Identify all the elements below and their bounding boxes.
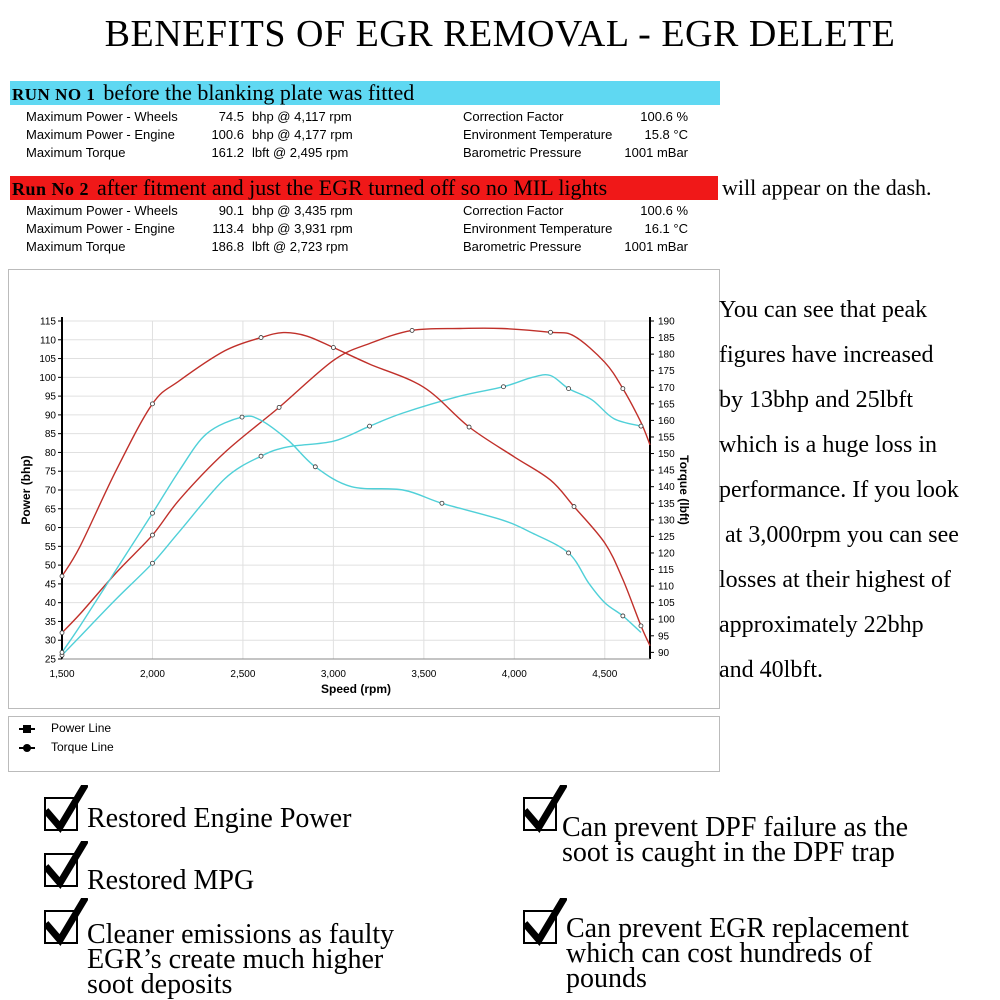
page-title: BENEFITS OF EGR REMOVAL - EGR DELETE <box>104 13 896 55</box>
legend-power-label: Power Line <box>51 721 112 735</box>
commentary-line: You can see that peak <box>719 297 928 323</box>
data-point <box>313 465 317 469</box>
y2-tick-label: 175 <box>658 366 675 378</box>
benefit-text: Can prevent DPF failure as the <box>562 812 909 843</box>
y-tick-label: 45 <box>44 579 56 591</box>
run2-stat-value-2: 186.8 <box>211 239 244 254</box>
y2-tick-label: 90 <box>658 647 670 659</box>
benefit-item <box>87 865 255 896</box>
benefit-item <box>87 803 352 834</box>
y2-tick-label: 170 <box>658 382 675 394</box>
y2-tick-label: 140 <box>658 482 675 494</box>
x-tick-label: 3,500 <box>411 669 437 680</box>
torque-line-legend-icon <box>17 741 37 755</box>
y-tick-label: 30 <box>44 635 56 647</box>
run1-stat-value-0: 74.5 <box>218 109 244 124</box>
run2-env-value-0: 100.6 % <box>640 203 688 218</box>
commentary-line: and 40lbft. <box>719 657 823 683</box>
y2-tick-label: 150 <box>658 449 675 461</box>
commentary <box>719 288 999 693</box>
data-point <box>548 330 552 334</box>
run2-stat-name-1: Maximum Power - Engine <box>26 221 175 236</box>
benefit-text: soot is caught in the DPF trap <box>562 837 895 868</box>
y2-tick-label: 185 <box>658 333 675 345</box>
data-point <box>567 387 571 391</box>
benefit-text: Restored Engine Power <box>87 803 352 834</box>
x-tick-label: 1,500 <box>49 669 75 680</box>
y-tick-label: 95 <box>44 391 56 403</box>
y-tick-label: 100 <box>39 372 56 384</box>
y-tick-label: 90 <box>44 410 56 422</box>
x-tick-label: 3,000 <box>320 669 346 680</box>
y-tick-label: 60 <box>44 523 56 535</box>
y2-tick-label: 165 <box>658 399 675 411</box>
run2-env-name-0: Correction Factor <box>463 203 564 218</box>
run1-stat-name-0: Maximum Power - Wheels <box>26 109 178 124</box>
run2-env-value-2: 1001 mBar <box>624 239 688 254</box>
data-point <box>639 424 643 428</box>
run1-stat-name-2: Maximum Torque <box>26 145 126 160</box>
y-tick-label: 40 <box>44 598 56 610</box>
benefit-text: Cleaner emissions as faulty <box>87 919 395 950</box>
run2-stat-unit-0: bhp @ 3,435 rpm <box>252 203 353 218</box>
run1-label-text: before the blanking plate was fitted <box>103 80 415 105</box>
data-point <box>150 561 154 565</box>
y2-tick-label: 145 <box>658 465 675 477</box>
run1-env-name-0: Correction Factor <box>463 109 564 124</box>
run1-stat-value-2: 161.2 <box>211 145 244 160</box>
run2-stat-unit-1: bhp @ 3,931 rpm <box>252 221 353 236</box>
benefit-text: pounds <box>566 963 647 994</box>
y2-tick-label: 160 <box>658 415 675 427</box>
y2-tick-label: 95 <box>658 631 670 643</box>
commentary-line: approximately 22bhp <box>719 612 924 638</box>
run1-env-name-2: Barometric Pressure <box>463 145 582 160</box>
commentary-line: at 3,000rpm you can see <box>719 522 959 548</box>
benefit-text: Restored MPG <box>87 865 255 896</box>
run2-label-text: after fitment and just the EGR turned off so no MIL lights <box>97 175 608 200</box>
data-point <box>410 328 414 332</box>
chart-legend <box>8 716 720 772</box>
run1-stat-unit-2: lbft @ 2,495 rpm <box>252 145 349 160</box>
data-point <box>368 424 372 428</box>
commentary-line: which is a huge loss in <box>719 432 937 458</box>
benefit-text: Can prevent EGR replacement <box>566 913 909 944</box>
data-point <box>621 614 625 618</box>
benefit-item <box>562 812 909 868</box>
y2-tick-label: 105 <box>658 598 675 610</box>
y-tick-label: 85 <box>44 429 56 441</box>
y2-tick-label: 180 <box>658 349 675 361</box>
run2-env-name-1: Environment Temperature <box>463 221 613 236</box>
y-axis-label: Power (bhp) <box>19 455 33 525</box>
y-tick-label: 70 <box>44 485 56 497</box>
commentary-line: losses at their highest of <box>719 567 951 593</box>
y-tick-label: 75 <box>44 466 56 478</box>
commentary-line: figures have increased <box>719 342 934 368</box>
y-tick-label: 115 <box>40 316 56 328</box>
data-point <box>150 533 154 537</box>
run2-env-name-2: Barometric Pressure <box>463 239 582 254</box>
check-icon <box>44 853 78 887</box>
run2-label-tail: will appear on the dash. <box>722 175 932 200</box>
x-tick-label: 2,000 <box>139 669 165 680</box>
data-point <box>60 650 64 654</box>
power-line-legend-icon <box>17 722 37 736</box>
legend-torque-label: Torque Line <box>51 740 114 754</box>
check-icon <box>523 797 557 831</box>
run2-stat-name-0: Maximum Power - Wheels <box>26 203 178 218</box>
run2-env-value-1: 16.1 °C <box>644 221 688 236</box>
check-icon <box>44 910 78 944</box>
benefit-item <box>87 919 395 1000</box>
x-tick-label: 2,500 <box>230 669 256 680</box>
commentary-line: performance. If you look <box>719 477 959 503</box>
data-point <box>259 336 263 340</box>
y2-tick-label: 125 <box>658 531 675 543</box>
y-tick-label: 105 <box>39 354 56 366</box>
run1-stat-unit-1: bhp @ 4,177 rpm <box>252 127 353 142</box>
run2-stat-value-0: 90.1 <box>218 203 244 218</box>
data-point <box>60 631 64 635</box>
data-point <box>621 387 625 391</box>
run1-stat-name-1: Maximum Power - Engine <box>26 127 175 142</box>
x-tick-label: 4,000 <box>501 669 527 680</box>
data-point <box>440 501 444 505</box>
data-point <box>60 574 64 578</box>
y-tick-label: 65 <box>44 504 56 516</box>
y2-tick-label: 120 <box>658 548 675 560</box>
y2-tick-label: 110 <box>658 581 674 593</box>
data-point <box>331 346 335 350</box>
benefit-text: soot deposits <box>87 969 233 1000</box>
run1-stat-unit-0: bhp @ 4,117 rpm <box>252 109 352 124</box>
y2-tick-label: 155 <box>658 432 675 444</box>
run2-stat-value-1: 113.4 <box>212 221 244 236</box>
data-point <box>572 505 576 509</box>
run1-env-value-1: 15.8 °C <box>644 127 688 142</box>
y-tick-label: 110 <box>40 335 56 347</box>
y2-axis-label: Torque (lbft) <box>677 455 691 525</box>
run1-env-value-0: 100.6 % <box>640 109 688 124</box>
y-tick-label: 25 <box>44 654 56 666</box>
run2-stat-name-2: Maximum Torque <box>26 239 126 254</box>
check-icon <box>523 910 557 944</box>
y2-tick-label: 135 <box>658 498 675 510</box>
y2-tick-label: 100 <box>658 614 675 626</box>
benefit-item <box>566 913 909 994</box>
data-point <box>150 511 154 515</box>
y-tick-label: 35 <box>44 616 56 628</box>
check-icon <box>44 797 78 831</box>
y2-tick-label: 130 <box>658 515 675 527</box>
run2-label-bold: Run No 2 <box>12 179 90 199</box>
benefit-text: which can cost hundreds of <box>566 938 873 969</box>
data-point <box>501 385 505 389</box>
data-point <box>150 402 154 406</box>
run1-env-value-2: 1001 mBar <box>624 145 688 160</box>
data-point <box>639 624 643 628</box>
data-point <box>240 415 244 419</box>
benefit-text: EGR’s create much higher <box>87 944 384 975</box>
run1-stat-value-1: 100.6 <box>211 127 244 142</box>
y2-tick-label: 115 <box>658 565 674 577</box>
data-point <box>259 454 263 458</box>
x-axis-label: Speed (rpm) <box>320 682 392 696</box>
y-tick-label: 50 <box>44 560 56 572</box>
data-point <box>567 551 571 555</box>
run1-label-bold: RUN NO 1 <box>12 85 96 104</box>
y-tick-label: 55 <box>44 541 56 553</box>
run1-env-name-1: Environment Temperature <box>463 127 613 142</box>
data-point <box>467 425 471 429</box>
commentary-line: by 13bhp and 25lbft <box>719 387 913 413</box>
data-point <box>277 405 281 409</box>
run2-stat-unit-2: lbft @ 2,723 rpm <box>252 239 349 254</box>
y-tick-label: 80 <box>44 447 56 459</box>
y2-tick-label: 190 <box>658 316 675 328</box>
x-tick-label: 4,500 <box>592 669 618 680</box>
